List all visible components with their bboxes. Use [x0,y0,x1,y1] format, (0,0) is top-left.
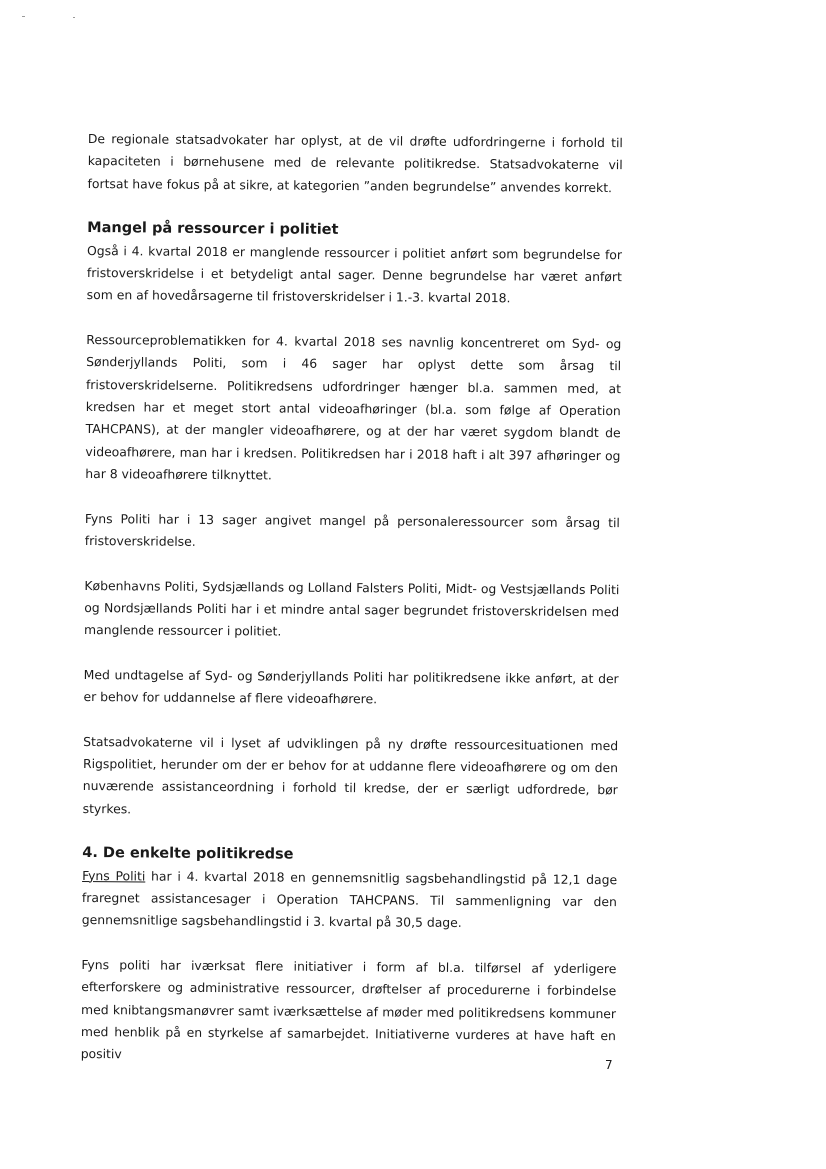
paragraph-resource-shortage: Også i 4. kvartal 2018 er manglende ressourcer i politiet anført som begrundelse for fristoverskridelse i et betydeligt antal sager. Denne begrundelse har været anført som en af hovedårsagerne til fristoverskridelser i 1.-3. kvartal 2018. [86,242,623,306]
scan-speck [22,16,25,17]
heading-resource-shortage: Mangel på ressourcer i politiet [87,220,339,239]
paragraph-rigspolitiet: Statsadvokaterne vil i lyset af udviklingen på ny drøfte ressourcesituationen med Rigspolitiet, herunder om der er behov for at uddanne flere videoafhørere og om den nuværende assistanceordning i forhold til kredse, der er særligt udfordrede, bør styrkes. [82,733,619,817]
paragraph-syd-sonderjylland: Ressourceproblematikken for 4. kvartal 2018 ses navnlig koncentreret om Syd- og Sønderjyllands Politi, som i 46 sager har oplyst dette som årsag til fristoverskridelserne. Politikredsens udfordringer hænger bl.a. sammen med, at kredsen har et meget stort antal videoafhøringer (bl.a. som følge af Operation TAHCPANS), at der mangler videoafhørere, og at der har været sygdom blandt de videoafhørere, man har i kredsen. Politikredsen har i 2018 haft i alt 397 afhøringer og har 8 videoafhørere tilknyttet. [85,331,622,483]
paragraph-fyns-politi-processing [82,865,618,936]
paragraph-video-interviewers: Med undtagelse af Syd- og Sønderjyllands Politi har politikredsene ikke anført, at der er behov for uddannelse af flere videoafhørere. [83,666,619,707]
paragraph-fyns-initiatives: Fyns politi har iværksat flere initiativer i form af bl.a. tilførsel af yderligere efterforskere og administrative ressourcer, drøftelser af procedurerne i forbindelse med knibtangsmanøvrer samt iværksættelse af møder med politikredsens kommuner med henblik på en styrkelse af samarbejdet. Initiativerne vurderes at have haft en positiv [80,956,617,1062]
heading-police-districts: 4. De enkelte politikredse [82,845,294,863]
fyns-politi-underlined: Fyns Politi [82,867,146,884]
scan-speck [73,17,75,18]
page-number: 7 [605,1058,613,1072]
fyns-politi-processing-text: har i 4. kvartal 2018 en gennemsnitlig sagsbehandlingstid på 12,1 dage fraregnet assistancesager i Operation TAHCPANS. Til sammenligning var den gennemsnitlige sagsbehandlingstid i 3. kvartal på 30,5 dage. [81,868,618,931]
paragraph-fyns-politi-resources: Fyns Politi har i 13 sager angivet mangel på personaleressourcer som årsag til fristoverskridelse. [84,510,620,549]
paragraph-other-districts: Københavns Politi, Sydsjællands og Lolland Falsters Politi, Midt- og Vestsjællands Politi og Nordsjællands Politi har i et mindre antal sager begrundet fristoverskridelsen med manglende ressourcer i politiet. [83,577,620,639]
document-body [81,128,623,1070]
paragraph-capacity-childrens-houses: De regionale statsadvokater har oplyst, at de vil drøfte udfordringerne i forhold til kapaciteten i børnehusene med de relevante politikredse. Statsadvokaterne vil fortsat have fokus på at sikre, at kategorien ”anden begrundelse” anvendes korrekt. [87,130,623,195]
